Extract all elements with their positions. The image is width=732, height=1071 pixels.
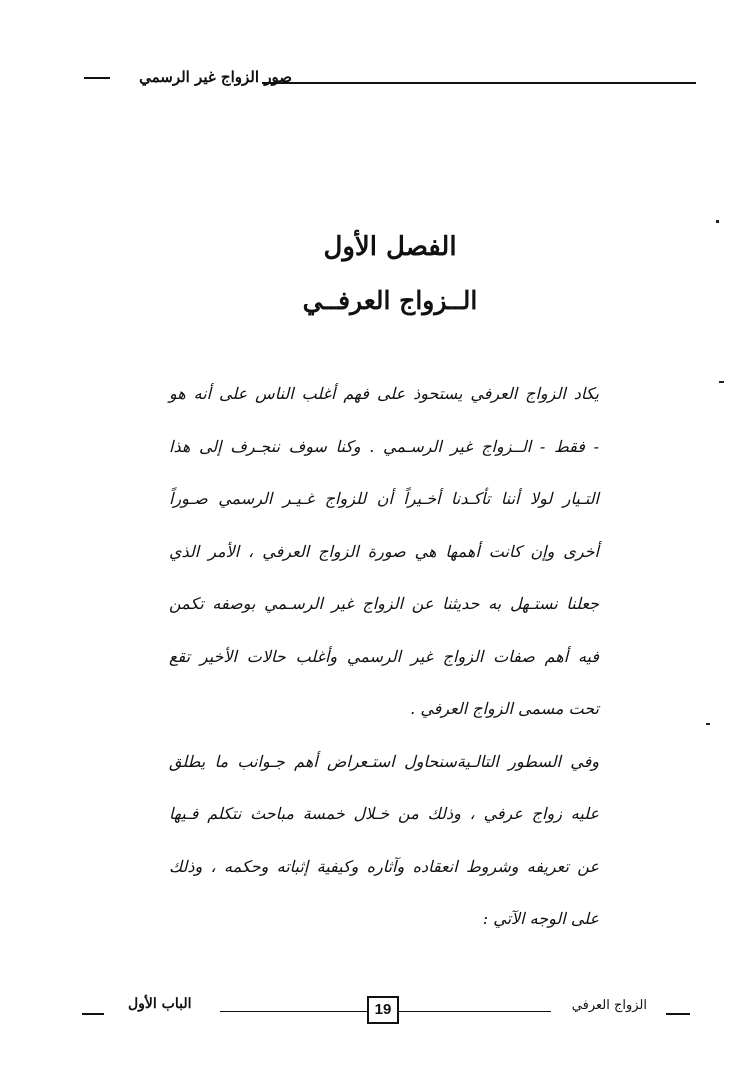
footer-book-title: الزواج العرفي	[571, 998, 647, 1013]
page-number: 19	[367, 996, 399, 1024]
body-line: على الوجه الآتي :	[482, 909, 599, 928]
scan-speck	[716, 220, 719, 223]
footer-part-title: الباب الأول	[128, 996, 192, 1012]
body-paragraphs	[169, 368, 599, 946]
chapter-subtitle: الــزواج العرفــي	[302, 286, 478, 315]
body-line: يكاد الزواج العرفي يستحوذ على فهم أغلب الناس على أنه هو	[169, 384, 599, 403]
body-line: وفي السطور التالـيةسنحاول استـعراض أهم جـوانب ما يطلق	[169, 751, 599, 771]
body-line: - فقط - الــزواج غير الرسـمي . وكنا سوف ننجـرف إلى هذا	[169, 436, 599, 456]
body-line: تحت مسمى الزواج العرفي .	[410, 699, 599, 718]
footer-rule-left	[220, 1011, 370, 1012]
running-header-title: صور الزواج غير الرسمي	[139, 68, 292, 86]
body-line: أخرى وإن كانت أهمها هي صورة الزواج العرفي ، الأمر الذي	[169, 541, 599, 561]
body-line: التـيار لولا أننا تأكـدنا أخـيراً أن للزواج غـيـر الرسمي صـوراً	[169, 489, 599, 508]
chapter-title: الفصل الأول	[323, 232, 457, 262]
header-rule	[262, 82, 696, 84]
scan-speck	[719, 381, 724, 383]
body-line: جعلنا نستـهل به حديثنا عن الزواج غير الرسـمي بوصفه تكمن	[169, 594, 600, 613]
header-dash-left	[84, 77, 110, 79]
body-line: عن تعريفه وشروط انعقاده وآثاره وكيفية إثباته وحكمه ، وذلك	[169, 856, 599, 876]
footer-dash-left	[82, 1013, 104, 1015]
footer-rule-right	[397, 1011, 551, 1012]
footer-dash-right	[666, 1013, 690, 1015]
body-line: فيه أهم صفات الزواج غير الرسمي وأغلب حالات الأخير تقع	[169, 646, 600, 666]
scan-speck	[706, 723, 710, 725]
body-line: عليه زواج عرفي ، وذلك من خـلال خمسة مباحث نتكلم فـيها	[169, 804, 599, 823]
